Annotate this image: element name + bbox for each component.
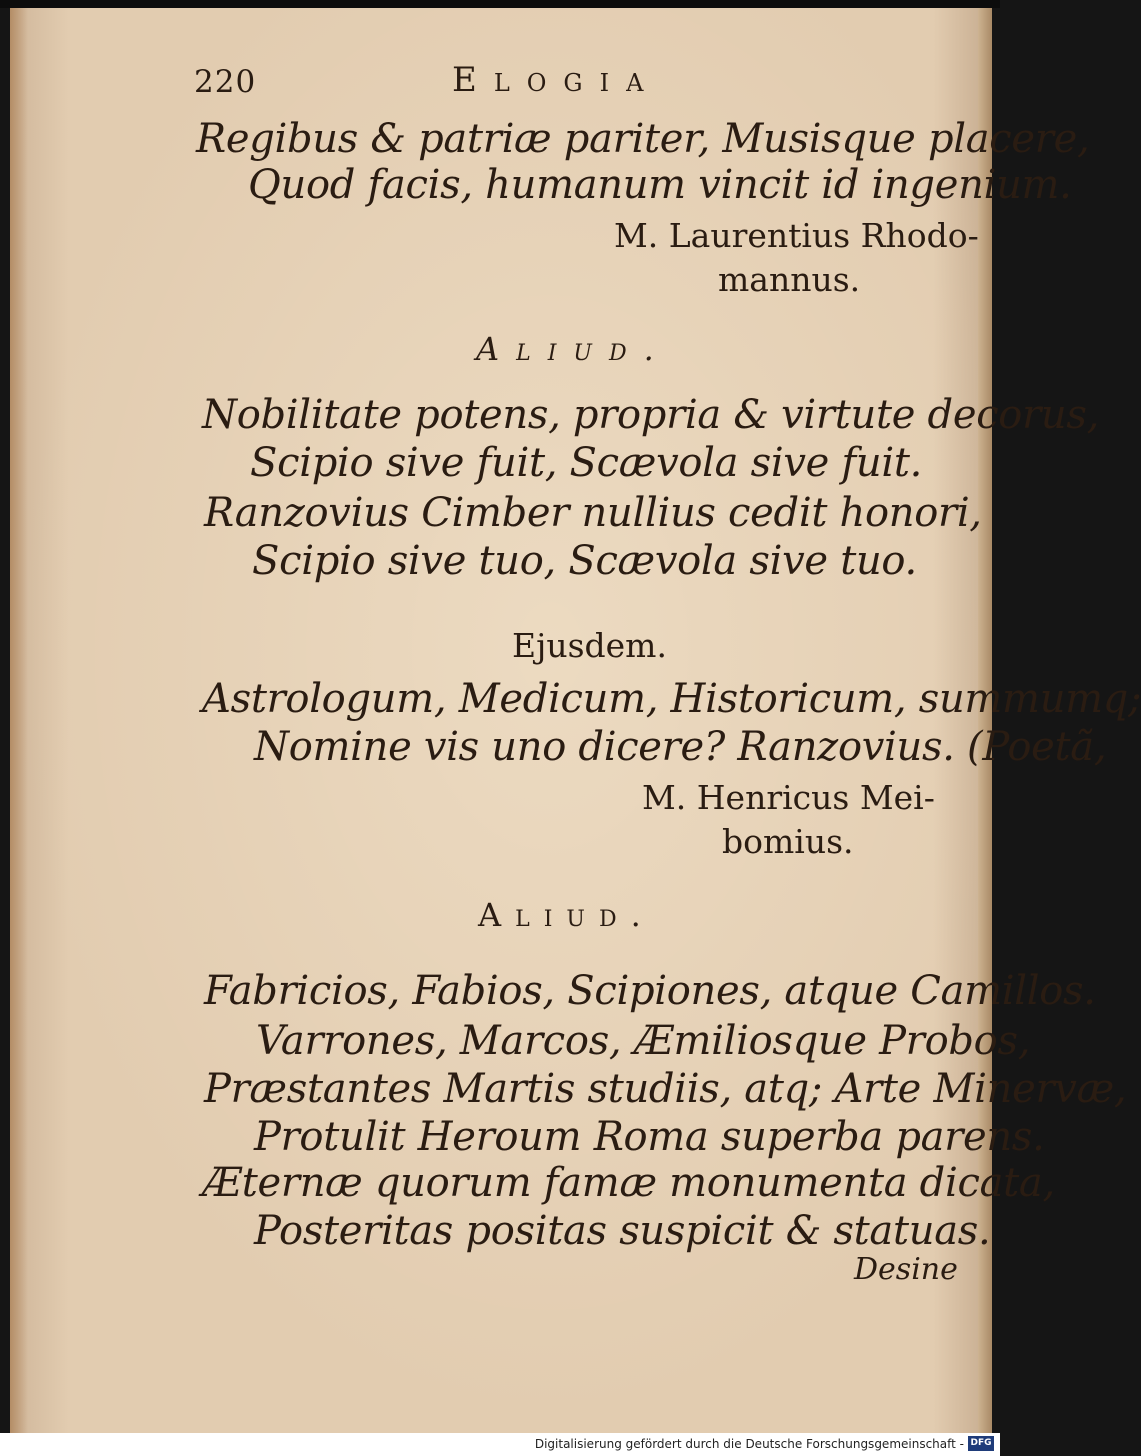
funding-credit: Digitalisierung gefördert durch die Deutsche Forschungsgemeinschaft - <box>534 1437 964 1451</box>
verse-line: Ranzovius Cimber nullius cedit honori, <box>204 490 982 536</box>
page-number: 220 <box>194 64 257 100</box>
catchword: Desine <box>854 1252 958 1287</box>
running-head: Elogia <box>452 60 661 100</box>
verse-line: Æternæ quorum famæ monumenta dicata, <box>202 1160 1055 1206</box>
section-heading: Aliud. <box>476 330 671 368</box>
verse-line: Protulit Heroum Roma superba parens. <box>254 1114 1045 1160</box>
verse-line: Præstantes Martis studiis, atq; Arte Minervæ, <box>204 1066 1127 1112</box>
verse-line: Nobilitate potens, propria & virtute decorus, <box>202 392 1100 438</box>
verse-line: Astrologum, Medicum, Historicum, summumq; <box>202 676 1141 722</box>
section-heading: Ejusdem. <box>512 626 667 665</box>
author-name: M. Laurentius Rhodo- <box>614 216 979 255</box>
author-name-continued: mannus. <box>718 260 861 299</box>
author-name-continued: bomius. <box>722 822 854 861</box>
verse-line: Regibus & patriæ pariter, Musisque placere, <box>196 116 1090 162</box>
verse-line: Quod facis, humanum vincit id ingenium. <box>248 162 1072 208</box>
verse-line: Varrones, Marcos, Æmiliosque Probos, <box>256 1018 1031 1064</box>
verse-line: Scipio sive tuo, Scævola sive tuo. <box>252 538 917 584</box>
verse-line: Scipio sive fuit, Scævola sive fuit. <box>250 440 923 486</box>
dfg-logo-icon: DFG <box>968 1436 994 1451</box>
verse-line: Posteritas positas suspicit & statuas. <box>254 1208 991 1254</box>
scan-border <box>0 0 1000 8</box>
book-page <box>10 8 1141 1433</box>
digitization-footer <box>0 1433 1000 1456</box>
section-heading: Aliud. <box>478 896 655 934</box>
verse-line: Fabricios, Fabios, Scipiones, atque Camillos. <box>204 968 1096 1014</box>
author-name: M. Henricus Mei- <box>642 778 935 817</box>
page-text <box>10 8 1141 1433</box>
verse-line: Nomine vis uno dicere? Ranzovius. (Poetã, <box>254 724 1107 770</box>
